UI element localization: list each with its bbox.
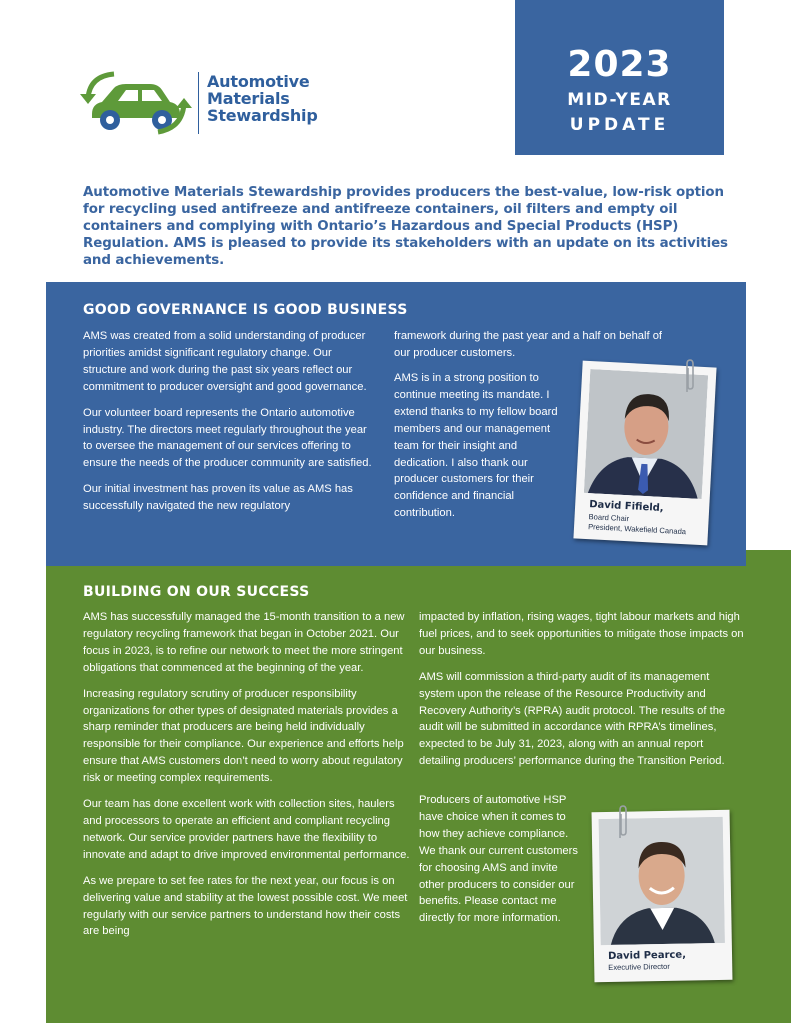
success-paragraph: Our team has done excellent work with collection sites, haulers and processors to operate an efficient and compliant recycling network. Our service provider partners have the flexibility to innovate and adapt to drive improved environmental performance. (83, 798, 410, 861)
success-paragraph: AMS has successfully managed the 15-month transition to a new regulatory recycling framework that began in October 2021. Our focus in 2023, is to refine our network to meet the more stringent obligations that commenced at the beginning of the year. (83, 611, 405, 674)
caption-role: President, Wakefield Canada (587, 522, 687, 537)
success-paragraph: Producers of automotive HSP have choice when it comes to how they achieve compliance. We thank our current customers for choosing AMS and invite other producers to consider our benefits. Please contact me directly for more information. (419, 794, 578, 925)
caption-role: Executive Director (608, 961, 670, 972)
success-left-column (83, 609, 413, 949)
governance-left-column (83, 328, 373, 524)
success-paragraph: Increasing regulatory scrutiny of producer responsibility organizations for other types of designated materials provides a sharp reminder that producers are being held individually responsible for their compliance. Our experience and efforts help ensure that AMS customers don’t need to worry about regulatory risk or meeting complex requirements. (83, 687, 404, 785)
governance-title: GOOD GOVERNANCE IS GOOD BUSINESS (83, 302, 408, 318)
caption-role: Board Chair (588, 512, 630, 524)
logo (80, 68, 340, 140)
governance-paragraph: Our volunteer board represents the Ontario automotive industry. The directors meet regularly throughout the year to oversee the management of our services offering to ensure the needs of the producer community are satisfied. (83, 406, 372, 470)
photo-card-david-pearce (592, 810, 733, 982)
success-narrow-column (419, 792, 584, 936)
badge-line-1: MID-YEAR (567, 90, 672, 110)
paperclip-icon (683, 358, 697, 394)
success-section (46, 550, 791, 1023)
governance-paragraph: AMS is in a strong position to continue meeting its mandate. I extend thanks to my fellow board members and our management team for their insight and dedication. I also thank our producer customers for their confidence and financial contribution. (394, 372, 558, 520)
success-paragraph: AMS will commission a third-party audit of its management system upon the release of the Resource Productivity and Recovery Authority’s (RPRA) audit protocol. The results of the audit will be submitted in accordance with RPRA’s timelines, expected to be July 31, 2023, along with an annual report detailing producers’ performance during the Transition Period. (419, 670, 726, 768)
governance-paragraph: framework during the past year and a half on behalf of our producer customers. (394, 330, 663, 359)
governance-paragraph: AMS was created from a solid understanding of producer priorities amidst significant regulatory change. Our structure and work during the past six years reflect our commitment to producer oversight and good governance. (83, 330, 367, 393)
governance-section (46, 282, 746, 566)
logo-line-1: Automotive (207, 72, 310, 91)
logo-line-2: Materials (207, 89, 290, 108)
success-right-column (419, 609, 745, 779)
badge-year: 2023 (567, 44, 672, 85)
success-title: BUILDING ON OUR SUCCESS (83, 584, 310, 600)
badge-line-2: UPDATE (569, 115, 670, 135)
update-badge (515, 0, 724, 155)
intro-paragraph: Automotive Materials Stewardship provides producers the best-value, low-risk option for recycling used antifreeze and antifreeze containers, oil filters and empty oil containers and complying with Ontario’s Hazardous and Special Products (HSP) Regulation. AMS is pleased to provide its stakeholders with an update on its activities and achievements. (83, 185, 728, 268)
caption-name: David Pearce, (607, 949, 687, 962)
success-paragraph: As we prepare to set fee rates for the next year, our focus is on delivering value and stability at the lowest possible cost. We meet regularly with our service partners to understand how their costs are being (83, 874, 408, 938)
car-recycle-icon (80, 68, 192, 138)
success-paragraph: impacted by inflation, rising wages, tight labour markets and high fuel prices, and to seek opportunities to mitigate those impacts on our business. (419, 611, 744, 657)
paperclip-icon (616, 804, 630, 840)
logo-divider (198, 72, 199, 134)
logo-wordmark (207, 73, 318, 124)
governance-right-column (394, 370, 572, 531)
caption-name: David Fifield, (588, 499, 664, 515)
governance-paragraph: Our initial investment has proven its value as AMS has successfully navigated the new regulatory (83, 483, 353, 513)
logo-line-3: Stewardship (207, 106, 318, 125)
